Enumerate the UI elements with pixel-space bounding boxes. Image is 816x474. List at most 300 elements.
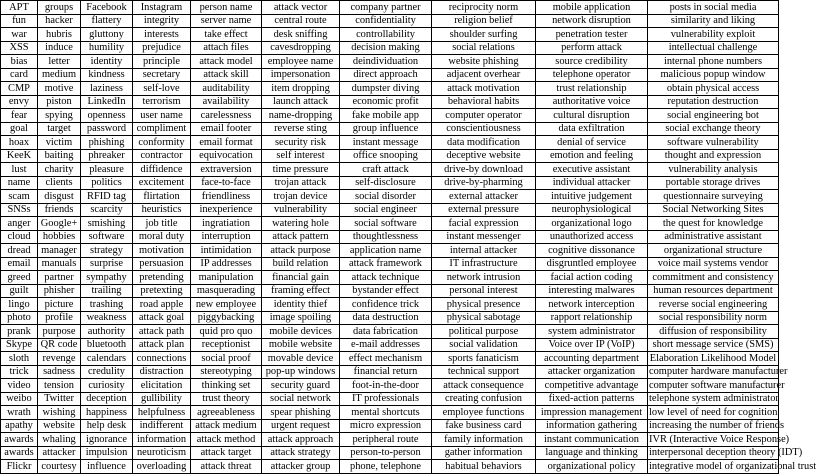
table-cell: Instagram [133, 1, 191, 15]
table-cell: group influence [340, 122, 432, 136]
table-cell: individual attacker [536, 176, 648, 190]
table-row [1, 82, 779, 96]
table-cell: language and thinking [536, 446, 648, 460]
table-cell: cultural disruption [536, 109, 648, 123]
table-cell: increasing the number of friends [649, 420, 785, 432]
table-cell: lingo [1, 298, 38, 312]
table-cell: reciprocity norm [432, 1, 536, 15]
table-cell: habitual behaviors [432, 460, 536, 474]
table-cell: principle [133, 55, 191, 69]
table-cell: phreaker [81, 149, 133, 163]
table-cell: social exchange theory [648, 122, 779, 136]
table-cell: desk sniffing [262, 28, 340, 42]
table-cell: financial return [340, 365, 432, 379]
table-cell: social relations [432, 41, 536, 55]
table-cell: carelessness [191, 109, 262, 123]
table-cell: obtain physical access [648, 82, 779, 96]
table-cell: profile [38, 311, 81, 325]
table-cell: attack medium [191, 419, 262, 433]
table-cell: short message service (SMS) [648, 338, 779, 352]
table-cell: adjacent overhear [432, 68, 536, 82]
table-cell: attack plan [133, 338, 191, 352]
table-cell: ingratiation [191, 217, 262, 231]
table-cell: the quest for knowledge [648, 217, 779, 231]
table-cell: auditability [191, 82, 262, 96]
table-cell: road apple [133, 298, 191, 312]
table-cell: social software [340, 217, 432, 231]
table-cell: trust relationship [536, 82, 648, 96]
table-cell: XSS [1, 41, 38, 55]
table-cell: attack consequence [432, 379, 536, 393]
table-row [1, 406, 779, 420]
table-cell: network interception [536, 298, 648, 312]
table-cell: executive assistant [536, 163, 648, 177]
table-cell: fake business card [432, 419, 536, 433]
table-cell: behavioral habits [432, 95, 536, 109]
table-cell: moral duty [133, 230, 191, 244]
table-cell: pop-up windows [262, 365, 340, 379]
table-row [1, 136, 779, 150]
table-cell: card [1, 68, 38, 82]
table-cell: portable storage drives [648, 176, 779, 190]
table-cell: secretary [133, 68, 191, 82]
table-cell: shoulder surfing [432, 28, 536, 42]
table-cell: Voice over IP (VoIP) [536, 338, 648, 352]
table-cell: cavesdropping [262, 41, 340, 55]
table-cell: weakness [81, 311, 133, 325]
table-cell: attack approach [262, 433, 340, 447]
table-cell: drive-by download [432, 163, 536, 177]
table-cell: hacker [38, 14, 81, 28]
table-cell: clients [38, 176, 81, 190]
table-row [1, 433, 779, 447]
table-cell: foot-in-the-door [340, 379, 432, 393]
table-cell: charity [38, 163, 81, 177]
table-cell: stereotyping [191, 365, 262, 379]
table-cell: motivation [133, 244, 191, 258]
table-cell: gather information [432, 446, 536, 460]
table-cell: decision making [340, 41, 432, 55]
table-cell: data destruction [340, 311, 432, 325]
table-cell: vulnerability exploit [648, 28, 779, 42]
table-cell: direct approach [340, 68, 432, 82]
table-cell: piggybacking [191, 311, 262, 325]
table-cell: guilt [1, 284, 38, 298]
table-cell: phishing [81, 136, 133, 150]
table-cell: low level of need for cognition [649, 406, 778, 418]
table-cell: attach files [191, 41, 262, 55]
table-cell: trojan attack [262, 176, 340, 190]
table-cell: human resources department [648, 284, 779, 298]
table-cell: effect mechanism [340, 352, 432, 366]
table-cell: micro expression [340, 419, 432, 433]
table-cell: RFID tag [81, 190, 133, 204]
table-cell: social network [262, 392, 340, 406]
table-cell: politics [81, 176, 133, 190]
table-cell: elicitation [133, 379, 191, 393]
table-cell: attack technique [340, 271, 432, 285]
table-row [1, 271, 779, 285]
table-cell: connections [133, 352, 191, 366]
table-cell: image spoiling [262, 311, 340, 325]
table-cell: apathy [1, 419, 38, 433]
table-cell: agreeableness [191, 406, 262, 420]
table-cell: software vulnerability [648, 136, 779, 150]
table-cell: external pressure [432, 203, 536, 217]
table-cell: fun [1, 14, 38, 28]
table-cell: telephone operator [536, 68, 648, 82]
table-cell: war [1, 28, 38, 42]
table-cell: equivocation [191, 149, 262, 163]
table-cell: internal phone numbers [648, 55, 779, 69]
table-row [1, 149, 779, 163]
table-cell: employee functions [432, 406, 536, 420]
table-cell: KeeK [1, 149, 38, 163]
table-cell: drive-by-pharming [432, 176, 536, 190]
table-cell: thought and expression [648, 149, 779, 163]
table-cell: social proof [191, 352, 262, 366]
table-row [1, 176, 779, 190]
table-cell: attack path [133, 325, 191, 339]
table-row [1, 122, 779, 136]
table-cell: social disorder [340, 190, 432, 204]
table-cell: flirtation [133, 190, 191, 204]
table-cell: social responsibility norm [648, 311, 779, 325]
table-cell: self-love [133, 82, 191, 96]
table-cell: item dropping [262, 82, 340, 96]
table-cell: computer software manufacturer [649, 379, 785, 391]
table-cell: openness [81, 109, 133, 123]
table-row [1, 95, 779, 109]
table-cell: mobile website [262, 338, 340, 352]
table-cell: interruption [191, 230, 262, 244]
table-cell: IT professionals [340, 392, 432, 406]
table-cell: anger [1, 217, 38, 231]
table-row [1, 298, 779, 312]
table-cell: reputation destruction [648, 95, 779, 109]
table-cell: scarcity [81, 203, 133, 217]
table-cell: face-to-face [191, 176, 262, 190]
table-row [1, 230, 779, 244]
table-cell: website [38, 419, 81, 433]
table-cell: masquerading [191, 284, 262, 298]
table-cell: heuristics [133, 203, 191, 217]
table-cell: launch attack [262, 95, 340, 109]
table-cell: vulnerability [262, 203, 340, 217]
table-cell: rapport relationship [536, 311, 648, 325]
table-cell: wishing [38, 406, 81, 420]
table-cell: data exfiltration [536, 122, 648, 136]
table-cell: thoughtlessness [340, 230, 432, 244]
table-cell: indifferent [133, 419, 191, 433]
table-row [1, 379, 779, 393]
table-cell: bias [1, 55, 38, 69]
table-cell: build relation [262, 257, 340, 271]
table-row [1, 68, 779, 82]
table-cell: attack framework [340, 257, 432, 271]
table-cell: phone, telephone [340, 460, 432, 474]
table-cell: office snooping [340, 149, 432, 163]
table-cell: personal interest [432, 284, 536, 298]
table-cell: manipulation [191, 271, 262, 285]
table-cell: software [81, 230, 133, 244]
table-cell: disgruntled employee [536, 257, 648, 271]
table-cell: deception [81, 392, 133, 406]
table-cell: Skype [1, 338, 38, 352]
table-cell: availability [191, 95, 262, 109]
table-cell: Facebook [81, 1, 133, 15]
table-cell: bystander effect [340, 284, 432, 298]
table-cell: Elaboration Likelihood Model [648, 352, 779, 366]
table-cell: intuitive judgement [536, 190, 648, 204]
table-cell: physical sabotage [432, 311, 536, 325]
table-cell: questionnaire surveying [648, 190, 779, 204]
table-cell: bluetooth [81, 338, 133, 352]
table-cell: picture [38, 298, 81, 312]
table-cell: Twitter [38, 392, 81, 406]
table-row [1, 419, 779, 433]
table-cell: time pressure [262, 163, 340, 177]
table-row [1, 41, 779, 55]
table-cell: authoritative voice [536, 95, 648, 109]
table-cell: attack target [191, 446, 262, 460]
table-cell: vulnerability analysis [648, 163, 779, 177]
table-cell: commitment and consistency [648, 271, 779, 285]
table-cell: integrative model of organizational trust [649, 460, 816, 472]
table-cell: conformity [133, 136, 191, 150]
table-cell: malicious popup window [648, 68, 779, 82]
table-cell: spying [38, 109, 81, 123]
table-cell: kindness [81, 68, 133, 82]
table-cell: friends [38, 203, 81, 217]
table-cell: attack model [191, 55, 262, 69]
table-row [1, 163, 779, 177]
table-cell: awards [1, 433, 38, 447]
table-cell: family information [432, 433, 536, 447]
table-cell: hobbies [38, 230, 81, 244]
table-cell: CMP [1, 82, 38, 96]
table-cell: extraversion [191, 163, 262, 177]
table-cell: fixed-action patterns [536, 392, 648, 406]
table-cell: prank [1, 325, 38, 339]
table-cell: data modification [432, 136, 536, 150]
table-cell: sadness [38, 365, 81, 379]
table-cell: name [1, 176, 38, 190]
table-cell: organizational structure [648, 244, 779, 258]
table-cell: APT [1, 1, 38, 15]
table-cell: mental shortcuts [340, 406, 432, 420]
table-cell: neuroticism [133, 446, 191, 460]
table-cell: attack pattern [262, 230, 340, 244]
table-row [1, 311, 779, 325]
table-cell: IT infrastructure [432, 257, 536, 271]
table-cell: server name [191, 14, 262, 28]
table-cell: sloth [1, 352, 38, 366]
table-cell: interesting malwares [536, 284, 648, 298]
table-cell: network disruption [536, 14, 648, 28]
table-cell: administrative assistant [648, 230, 779, 244]
table-cell: intimidation [191, 244, 262, 258]
table-cell: pleasure [81, 163, 133, 177]
table-cell: hubris [38, 28, 81, 42]
table-cell: email [1, 257, 38, 271]
table-cell: humility [81, 41, 133, 55]
table-row [1, 190, 779, 204]
table-cell: goal [1, 122, 38, 136]
table-cell: information [133, 433, 191, 447]
table-cell: email footer [191, 122, 262, 136]
table-cell: attacker [38, 446, 81, 460]
table-cell: attack method [191, 433, 262, 447]
table-cell: confidence trick [340, 298, 432, 312]
table-cell: persuasion [133, 257, 191, 271]
table-cell: credulity [81, 365, 133, 379]
table-cell: impression management [536, 406, 648, 420]
table-cell: terrorism [133, 95, 191, 109]
table-cell: facial expression [432, 217, 536, 231]
table-cell: QR code [38, 338, 81, 352]
table-cell: central route [262, 14, 340, 28]
table-cell: impulsion [81, 446, 133, 460]
table-row [1, 392, 779, 406]
table-cell: baiting [38, 149, 81, 163]
table-row [1, 28, 779, 42]
table-cell: Flickr [1, 460, 38, 474]
table-cell: religion belief [432, 14, 536, 28]
table-cell: dumpster diving [340, 82, 432, 96]
table-cell: gullibility [133, 392, 191, 406]
table-cell: framing effect [262, 284, 340, 298]
table-cell: phisher [38, 284, 81, 298]
table-cell: competitive advantage [536, 379, 648, 393]
table-cell: craft attack [340, 163, 432, 177]
table-cell: video [1, 379, 38, 393]
table-row [1, 352, 779, 366]
table-cell: economic profit [340, 95, 432, 109]
keyword-table-body [1, 1, 816, 474]
table-cell: thinking set [191, 379, 262, 393]
table-cell: Social Networking Sites [648, 203, 779, 217]
table-cell: computer hardware manufacturer [649, 366, 788, 378]
table-cell: strategy [81, 244, 133, 258]
table-cell: website phishing [432, 55, 536, 69]
table-cell: interests [133, 28, 191, 42]
table-cell: LinkedIn [81, 95, 133, 109]
table-cell: attack skill [191, 68, 262, 82]
table-cell: similarity and liking [648, 14, 779, 28]
table-cell: security guard [262, 379, 340, 393]
table-cell: application name [340, 244, 432, 258]
table-cell: curiosity [81, 379, 133, 393]
table-cell: disgust [38, 190, 81, 204]
table-cell: security risk [262, 136, 340, 150]
table-cell: emotion and feeling [536, 149, 648, 163]
table-cell: lust [1, 163, 38, 177]
table-cell: photo [1, 311, 38, 325]
table-cell: name-dropping [262, 109, 340, 123]
table-cell: computer operator [432, 109, 536, 123]
table-cell: attack goal [133, 311, 191, 325]
table-cell: employee name [262, 55, 340, 69]
table-row [1, 460, 779, 474]
table-cell: watering hole [262, 217, 340, 231]
table-cell: tension [38, 379, 81, 393]
table-cell: organizational logo [536, 217, 648, 231]
table-cell: attack motivation [432, 82, 536, 96]
table-cell: revenge [38, 352, 81, 366]
table-cell: flattery [81, 14, 133, 28]
table-cell: weibo [1, 392, 38, 406]
table-cell: identity thief [262, 298, 340, 312]
table-cell: information gathering [536, 419, 648, 433]
table-cell: attacker organization [536, 365, 648, 379]
table-cell: attack vector [262, 1, 340, 15]
table-cell: peripheral route [340, 433, 432, 447]
table-cell: network intrusion [432, 271, 536, 285]
table-row [1, 109, 779, 123]
table-row [1, 365, 779, 379]
table-row [1, 203, 779, 217]
table-cell: neurophysiological [536, 203, 648, 217]
table-cell: Google+ [38, 217, 81, 231]
table-cell: compliment [133, 122, 191, 136]
table-cell: fake mobile app [340, 109, 432, 123]
table-cell: attack strategy [262, 446, 340, 460]
table-cell: dread [1, 244, 38, 258]
table-row [1, 55, 779, 69]
table-cell: overloading [133, 460, 191, 474]
table-cell: sympathy [81, 271, 133, 285]
table-cell: purpose [38, 325, 81, 339]
table-cell: reverse social engineering [648, 298, 779, 312]
table-cell: medium [38, 68, 81, 82]
table-cell: external attacker [432, 190, 536, 204]
table-cell: organizational policy [536, 460, 648, 474]
table-cell: pretexting [133, 284, 191, 298]
table-cell: spear phishing [262, 406, 340, 420]
table-cell: user name [133, 109, 191, 123]
table-cell: trailing [81, 284, 133, 298]
table-cell: instant message [340, 136, 432, 150]
table-cell: telephone system administrator [649, 393, 779, 405]
table-cell: contractor [133, 149, 191, 163]
table-cell: influence [81, 460, 133, 474]
table-cell: voice mail systems vendor [648, 257, 779, 271]
table-cell: trojan device [262, 190, 340, 204]
table-cell: social engineering bot [648, 109, 779, 123]
table-cell: deceptive website [432, 149, 536, 163]
table-row [1, 217, 779, 231]
table-cell: gluttony [81, 28, 133, 42]
table-row [1, 1, 779, 15]
table-cell: integrity [133, 14, 191, 28]
table-cell: inexperience [191, 203, 262, 217]
table-cell: excitement [133, 176, 191, 190]
table-cell: instant messenger [432, 230, 536, 244]
table-cell: technical support [432, 365, 536, 379]
table-cell: posts in social media [648, 1, 779, 15]
table-cell: controllability [340, 28, 432, 42]
table-cell: identity [81, 55, 133, 69]
table-cell: intellectual challenge [648, 41, 779, 55]
table-cell: e-mail addresses [340, 338, 432, 352]
table-cell: SNSs [1, 203, 38, 217]
table-cell: pretending [133, 271, 191, 285]
table-cell: partner [38, 271, 81, 285]
table-cell: distraction [133, 365, 191, 379]
table-cell: calendars [81, 352, 133, 366]
table-cell: reverse sting [262, 122, 340, 136]
